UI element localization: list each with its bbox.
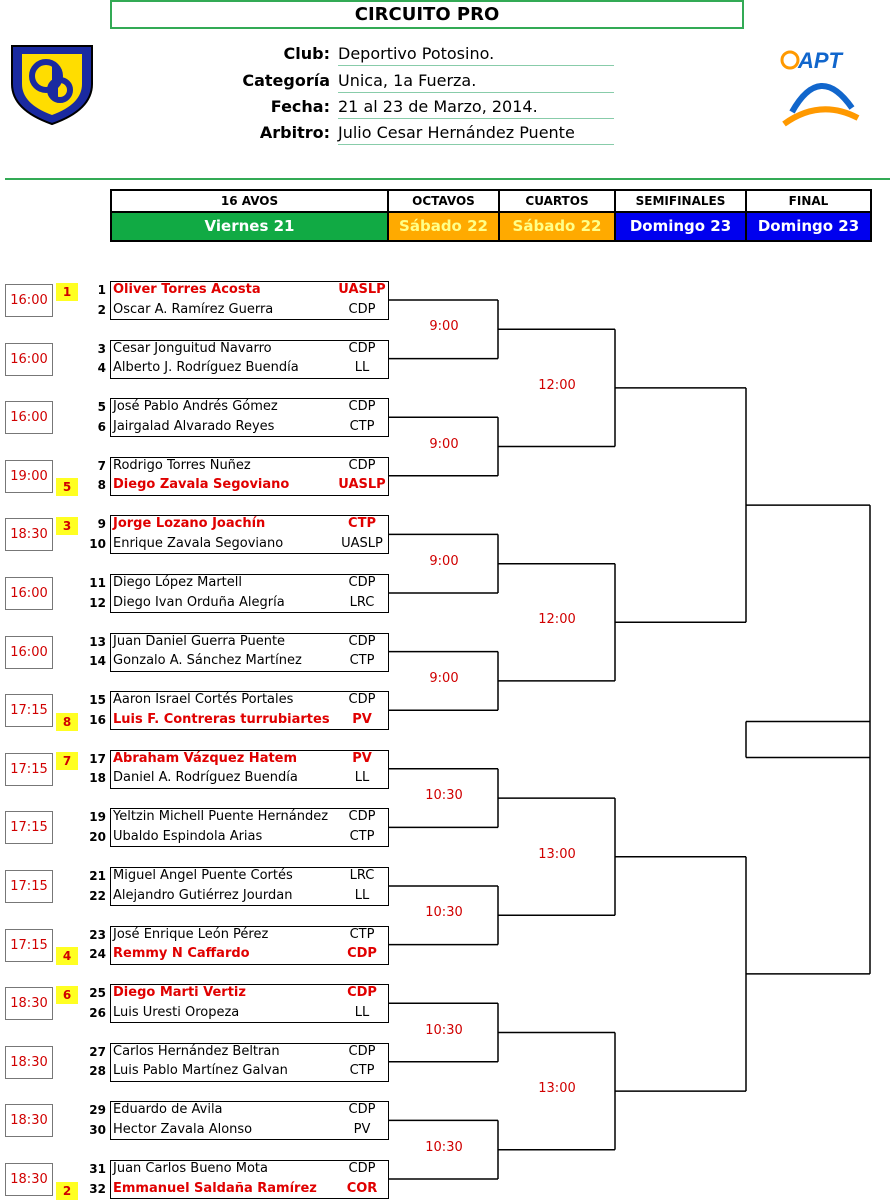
player-number: 15: [89, 693, 106, 708]
cuartos-time: 13:00: [538, 846, 576, 862]
player-number: 22: [89, 888, 106, 903]
player-club: CDP: [348, 399, 376, 415]
player-number: 32: [89, 1181, 106, 1196]
player-club: CDP: [348, 1161, 376, 1176]
player-number: 17: [89, 751, 106, 766]
player-number: 19: [89, 810, 106, 825]
octavos-time: 9:00: [429, 319, 459, 335]
player-name: Abraham Vázquez Hatem: [113, 750, 298, 766]
player-name: Hector Zavala Alonso: [113, 1121, 253, 1137]
player-club: CTP: [348, 516, 376, 532]
round-head-16avos: 16 AVOS: [110, 189, 389, 213]
player-club: PV: [352, 711, 372, 727]
player-name: Alberto J. Rodríguez Buendía: [113, 360, 299, 376]
round-head-semifinales: SEMIFINALES: [614, 189, 747, 213]
player-club: CDP: [348, 1043, 376, 1059]
player-club: LL: [354, 360, 370, 376]
player-number: 13: [89, 634, 106, 649]
octavos-time: 9:00: [429, 553, 459, 569]
match-time: 17:15: [5, 929, 53, 962]
arbitro-value: Julio Cesar Hernández Puente: [338, 123, 614, 145]
player-name: Remmy N Caffardo: [113, 946, 250, 962]
player-name: Rodrigo Torres Nuñez: [113, 457, 251, 473]
player-club: LRC: [349, 594, 375, 610]
match-time: 16:00: [5, 401, 53, 434]
categoria-value: Unica, 1a Fuerza.: [338, 71, 614, 93]
player-number: 27: [89, 1044, 106, 1059]
match-time: 16:00: [5, 577, 53, 610]
player-number: 30: [89, 1122, 106, 1137]
player-number: 1: [97, 283, 106, 297]
player-club: CDP: [348, 1102, 376, 1118]
player-name: Diego López Martell: [113, 575, 242, 590]
player-name: Diego Ivan Orduña Alegría: [113, 594, 285, 610]
player-name: Oliver Torres Acosta: [113, 282, 261, 297]
player-number: 16: [89, 712, 106, 727]
match-time: 16:00: [5, 636, 53, 669]
player-name: Diego Zavala Segoviano: [113, 477, 290, 493]
player-name: Aaron Israel Cortés Portales: [113, 692, 294, 708]
round-day-final: Domingo 23: [745, 211, 872, 242]
player-name: José Enrique León Pérez: [113, 926, 269, 942]
player-number: 2: [97, 302, 106, 317]
player-club: CDP: [348, 809, 376, 825]
player-name: Juan Carlos Bueno Mota: [113, 1161, 268, 1176]
player-name: Eduardo de Avila: [113, 1102, 223, 1118]
seed-badge: 4: [56, 947, 78, 965]
player-name: Miguel Angel Puente Cortés: [113, 868, 293, 883]
player-club: CDP: [348, 692, 376, 708]
seed-badge: 8: [56, 713, 78, 731]
club-label: Club:: [283, 44, 330, 63]
round-day-16avos: Viernes 21: [110, 211, 389, 242]
player-name: Alejandro Gutiérrez Jourdan: [113, 887, 293, 903]
player-club: CDP: [348, 575, 376, 590]
round-day-semifinales: Domingo 23: [614, 211, 747, 242]
player-club: UASLP: [341, 535, 383, 551]
player-club: CTP: [349, 653, 375, 669]
match-time: 17:15: [5, 753, 53, 786]
player-name: Juan Daniel Guerra Puente: [113, 633, 286, 649]
seed-badge: 5: [56, 478, 78, 496]
player-club: LRC: [349, 868, 375, 883]
round-head-final: FINAL: [745, 189, 872, 213]
player-club: CDP: [347, 985, 377, 1001]
player-club: CTP: [349, 828, 375, 844]
player-number: 21: [89, 869, 106, 883]
player-club: LL: [354, 887, 370, 903]
player-number: 10: [89, 536, 106, 551]
match-time: 19:00: [5, 460, 53, 493]
player-number: 29: [89, 1103, 106, 1118]
player-number: 31: [89, 1162, 106, 1176]
round-head-cuartos: CUARTOS: [498, 189, 616, 213]
fecha-value: 21 al 23 de Marzo, 2014.: [338, 97, 614, 119]
cuartos-time: 13:00: [538, 1081, 576, 1097]
octavos-time: 10:30: [425, 1139, 463, 1155]
player-name: Luis F. Contreras turrubiartes: [113, 711, 330, 727]
seed-badge: 7: [56, 752, 78, 770]
player-name: Jairgalad Alvarado Reyes: [113, 418, 275, 434]
player-club: COR: [346, 1180, 378, 1196]
svg-text:APT: APT: [798, 48, 842, 73]
player-club: CDP: [347, 946, 377, 962]
cuartos-time: 12:00: [538, 612, 576, 628]
player-name: Gonzalo A. Sánchez Martínez: [113, 653, 302, 669]
player-number: 14: [89, 654, 106, 669]
seed-badge: 3: [56, 517, 78, 535]
player-club: UASLP: [338, 282, 386, 297]
player-number: 9: [97, 517, 106, 532]
octavos-time: 9:00: [429, 436, 459, 452]
player-name: Yeltzin Michell Puente Hernández: [113, 809, 329, 825]
match-time: 18:30: [5, 987, 53, 1020]
player-name: Emmanuel Saldaña Ramírez: [113, 1180, 317, 1196]
player-club: UASLP: [338, 477, 386, 493]
player-name: Cesar Jonguitud Navarro: [113, 340, 272, 356]
player-club: PV: [352, 750, 372, 766]
player-number: 25: [89, 986, 106, 1001]
player-number: 5: [97, 400, 106, 415]
player-club: CTP: [349, 926, 375, 942]
player-club: CDP: [348, 457, 376, 473]
octavos-time: 10:30: [425, 788, 463, 804]
player-number: 6: [97, 419, 106, 434]
player-name: Carlos Hernández Beltran: [113, 1043, 280, 1059]
page-title: CIRCUITO PRO: [110, 0, 744, 29]
player-club: CTP: [349, 1063, 375, 1079]
match-time: 18:30: [5, 1104, 53, 1137]
player-number: 7: [97, 458, 106, 473]
octavos-time: 10:30: [425, 1022, 463, 1038]
player-number: 20: [89, 829, 106, 844]
player-club: CDP: [348, 340, 376, 356]
player-club: CDP: [348, 301, 376, 317]
round-day-octavos: Sábado 22: [387, 211, 500, 242]
player-number: 28: [89, 1064, 106, 1079]
player-name: Ubaldo Espindola Arias: [113, 828, 263, 844]
player-name: Daniel A. Rodríguez Buendía: [113, 770, 298, 786]
player-number: 3: [97, 341, 106, 356]
player-name: Oscar A. Ramírez Guerra: [113, 301, 274, 317]
player-number: 11: [89, 576, 106, 590]
player-number: 18: [89, 771, 106, 786]
player-club: PV: [353, 1121, 371, 1137]
categoria-label: Categoría: [242, 71, 330, 90]
player-number: 12: [89, 595, 106, 610]
player-number: 26: [89, 1005, 106, 1020]
player-club: LL: [354, 1004, 370, 1020]
player-number: 4: [97, 361, 106, 376]
match-time: 17:15: [5, 870, 53, 903]
match-time: 16:00: [5, 284, 53, 317]
player-name: Luis Uresti Oropeza: [113, 1004, 240, 1020]
match-time: 18:30: [5, 1046, 53, 1079]
player-number: 24: [89, 947, 106, 962]
player-club: CTP: [349, 418, 375, 434]
seed-badge: 6: [56, 986, 78, 1004]
round-head-octavos: OCTAVOS: [387, 189, 500, 213]
arbitro-label: Arbitro:: [259, 123, 330, 142]
match-time: 18:30: [5, 518, 53, 551]
club-value: Deportivo Potosino.: [338, 44, 614, 66]
match-time: 17:15: [5, 694, 53, 727]
seed-badge: 1: [56, 283, 78, 301]
cuartos-time: 12:00: [538, 377, 576, 393]
player-club: LL: [354, 770, 370, 786]
player-name: Enrique Zavala Segoviano: [113, 535, 284, 551]
player-name: Diego Marti Vertiz: [113, 985, 246, 1001]
player-club: CDP: [348, 633, 376, 649]
round-day-cuartos: Sábado 22: [498, 211, 616, 242]
match-time: 17:15: [5, 811, 53, 844]
match-time: 18:30: [5, 1163, 53, 1196]
octavos-time: 10:30: [425, 905, 463, 921]
player-name: Jorge Lozano Joachín: [113, 516, 266, 532]
player-name: Luis Pablo Martínez Galvan: [113, 1063, 288, 1079]
player-number: 8: [97, 478, 106, 493]
octavos-time: 9:00: [429, 670, 459, 686]
fecha-label: Fecha:: [270, 97, 330, 116]
player-name: José Pablo Andrés Gómez: [113, 399, 278, 415]
match-time: 16:00: [5, 343, 53, 376]
player-number: 23: [89, 927, 106, 942]
seed-badge: 2: [56, 1182, 78, 1200]
